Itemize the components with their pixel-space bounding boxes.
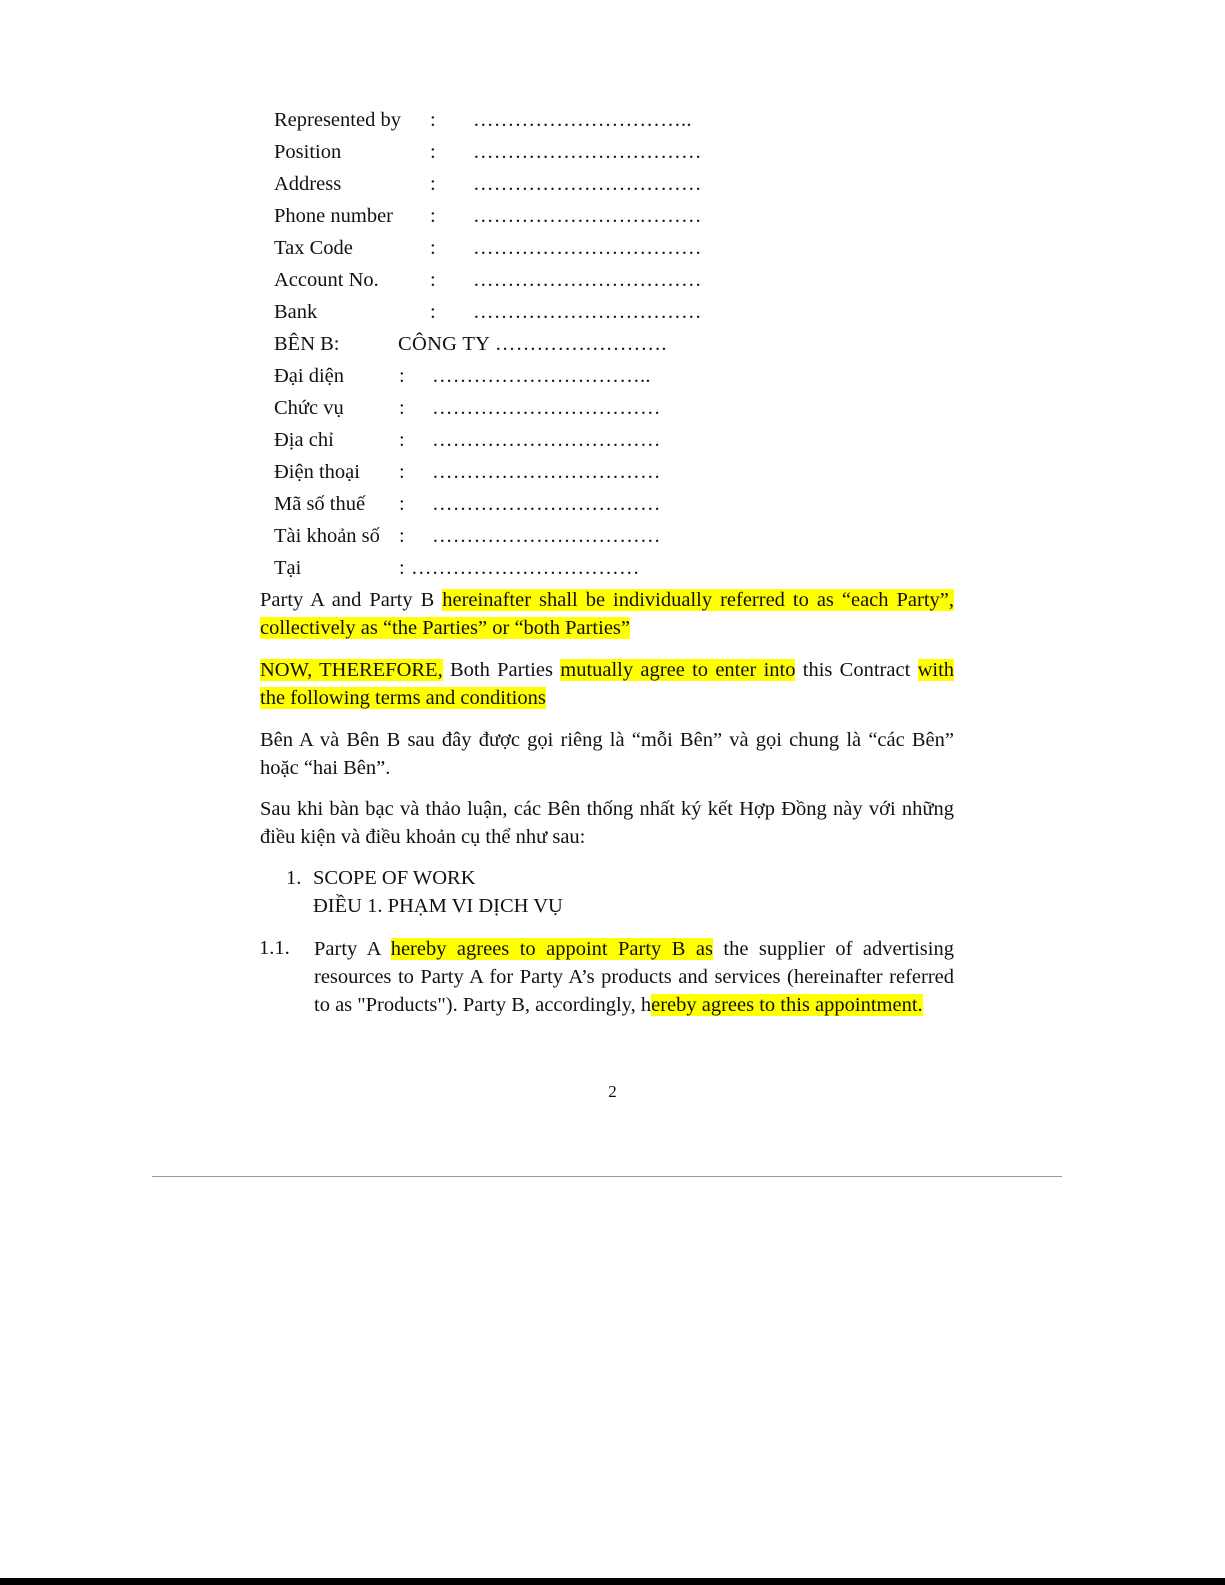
field-value: ………………………….. [432,365,651,387]
field-label: Tax Code [274,237,353,259]
paragraph-agreement-vi: Sau khi bàn bạc và thảo luận, các Bên thống nhất ký kết Hợp Đồng này với những điều kiện và điều khoản cụ thể như sau: [260,798,954,848]
field-label: Represented by [274,109,401,131]
paragraph-parties-definition-en [260,586,954,642]
field-colon: : [430,301,436,323]
field-colon: : [430,109,436,131]
page-number: 2 [608,1082,617,1101]
section-title-vi: ĐIỀU 1. PHẠM VI DỊCH VỤ [313,895,563,917]
party-b-company: CÔNG TY ……………………. [398,333,667,355]
highlighted-text: with the following terms and conditions [260,659,955,709]
field-colon: : [399,429,405,451]
field-value: …………………………… [411,557,640,579]
field-colon: : [430,205,436,227]
field-value: …………………………… [473,269,702,291]
field-value: …………………………… [473,205,702,227]
field-value: …………………………… [473,237,702,259]
page-divider [152,1176,1062,1177]
highlighted-text: ereby agrees to this appointment. [651,994,923,1016]
field-colon: : [399,397,405,419]
paragraph-text: Party A and Party B [260,589,443,611]
field-label: Position [274,141,342,163]
paragraph-parties-definition-vi: Bên A và Bên B sau đây được gọi riêng là “mỗi Bên” và gọi chung là “các Bên” hoặc “hai Bên”. [260,729,954,779]
party-b-label: BÊN B: [274,333,340,355]
field-label: Bank [274,301,318,323]
field-colon: : [399,557,405,579]
field-value: …………………………… [473,301,702,323]
highlighted-text: NOW, THEREFORE, [260,659,443,681]
field-label: Tài khoản số [274,525,380,547]
field-value: ………………………….. [473,109,692,131]
clause-1-1-text [314,935,954,1019]
paragraph-text: the supplier of advertising resources to Party A for Party A’s products and services (hereinafter referred to as "Products"). Party B, accordingly, h [314,938,954,1016]
highlighted-text: mutually agree to enter into [560,659,796,681]
field-label: Địa chỉ [274,429,334,451]
highlighted-text: hereinafter shall be individually referred to as “each Party”, collectively as “the Parties” or “both Parties” [260,589,954,639]
field-label: Chức vụ [274,397,344,419]
field-label: Phone number [274,205,393,227]
field-label: Điện thoại [274,461,360,483]
highlighted-text: hereby agrees to appoint Party B as [390,938,713,960]
paragraph-text: Party A [314,938,391,960]
field-label: Tại [274,557,302,579]
paragraph-now-therefore-en [260,656,954,712]
field-colon: : [430,237,436,259]
field-value: …………………………… [473,173,702,195]
field-value: …………………………… [432,525,661,547]
paragraph-text: this Contract [795,659,918,681]
field-colon: : [430,269,436,291]
field-colon: : [399,525,405,547]
field-value: …………………………… [432,397,661,419]
field-colon: : [399,461,405,483]
field-label: Đại diện [274,365,345,387]
field-value: …………………………… [432,429,661,451]
field-colon: : [430,173,436,195]
field-value: …………………………… [432,461,661,483]
field-colon: : [399,493,405,515]
paragraph-text: Both Parties [442,659,561,681]
bottom-bar [0,1578,1225,1585]
section-title-en: SCOPE OF WORK [313,867,476,889]
field-value: …………………………… [473,141,702,163]
field-colon: : [399,365,405,387]
field-label: Address [274,173,342,195]
field-value: …………………………… [432,493,661,515]
section-number: 1. [286,867,302,889]
field-label: Account No. [274,269,379,291]
clause-number: 1.1. [259,937,290,959]
field-colon: : [430,141,436,163]
field-label: Mã số thuế [274,493,366,515]
